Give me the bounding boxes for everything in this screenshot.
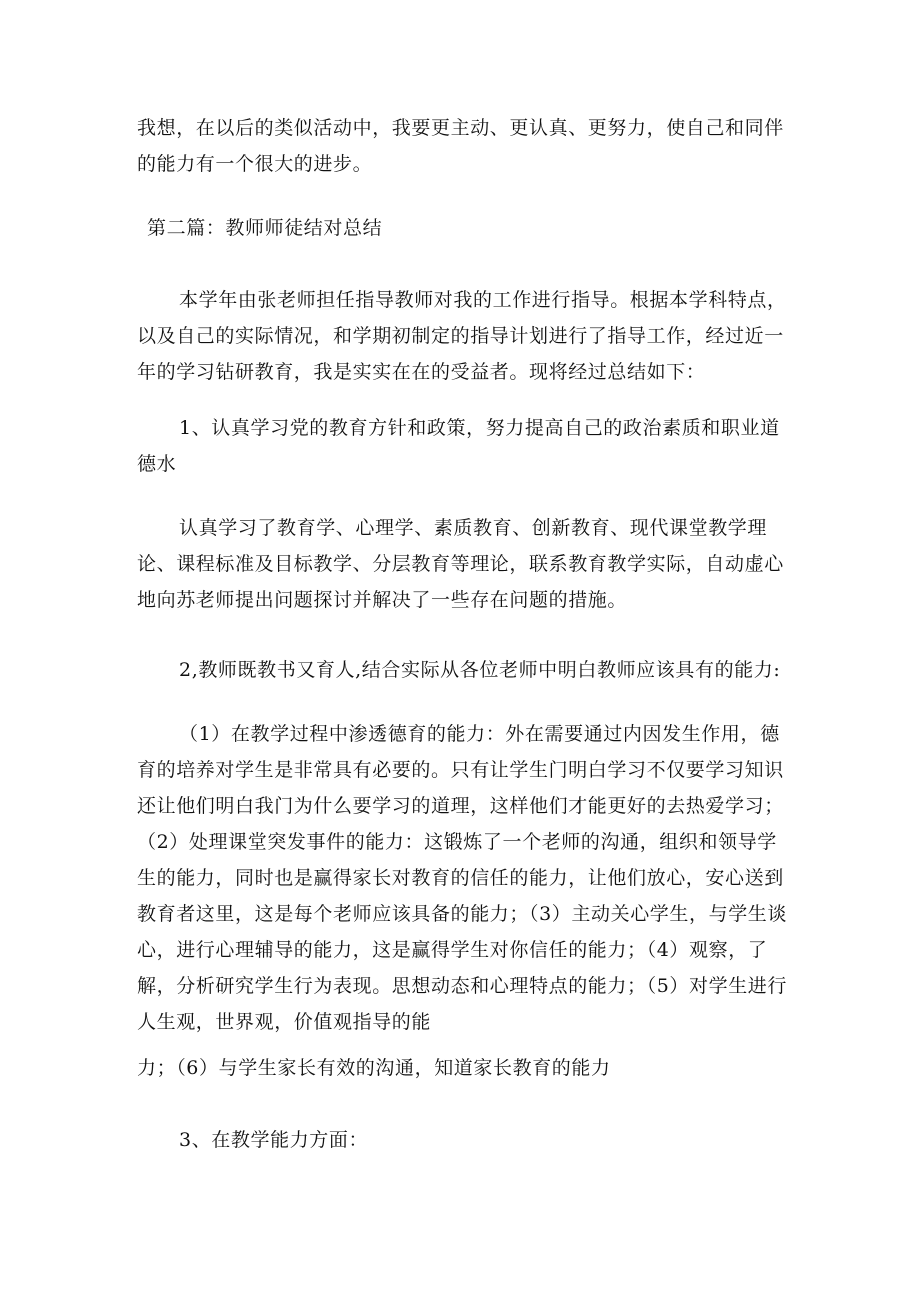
item-1-body: 认真学习了教育学、心理学、素质教育、创新教育、现代课堂教学理论、课程标准及目标教学、分层教育等理论，联系教育教学实际，自动虚心地向苏老师提出问题探讨并解决了一些存在问题的措施。: [137, 517, 784, 611]
paragraph-summary: 本学年由张老师担任指导教师对我的工作进行指导。根据本学科特点，以及自己的实际情况，和学期初制定的指导计划进行了指导工作，经过近一年的学习钻研教育，我是实实在在的受益者。现将经过总结如下：: [137, 289, 787, 383]
item-2-body: （1）在教学过程中渗透德育的能力：外在需要通过内因发生作用，德育的培养对学生是非常具有必要的。只有让学生门明白学习不仅要学习知识还让他们明白我门为什么要学习的道理，这样他们才能更好的去热爱学习；（2）处理课堂突发事件的能力：这锻炼了一个老师的沟通，组织和领导学生的能力，同时也是赢得家长对教育的信任的能力，让他们放心，安心送到教育者这里，这是每个老师应该具备的能力；（3）主动关心学生，与学生谈心，进行心理辅导的能力，这是赢得学生对你信任的能力；（4）观察，了解，分析研究学生行为表现。思想动态和心理特点的能力；（5）对学生进行人生观，世界观，价值观指导的能: [137, 723, 787, 1033]
item-1-heading: 1、认真学习党的教育方针和政策，努力提高自己的政治素质和职业道德水: [137, 417, 780, 475]
item-3-heading: 3、在教学能力方面：: [179, 1129, 369, 1151]
item-2-continued: 力；（6）与学生家长有效的沟通，知道家长教育的能力: [137, 1057, 611, 1079]
paragraph-intro: 我想，在以后的类似活动中，我要更主动、更认真、更努力，使自己和同伴的能力有一个很大的进步。: [137, 117, 784, 175]
item-2-heading: 2,教师既教书又育人,结合实际从各位老师中明白教师应该具有的能力:: [179, 659, 781, 681]
section-title: 第二篇：教师师徒结对总结: [147, 217, 383, 239]
